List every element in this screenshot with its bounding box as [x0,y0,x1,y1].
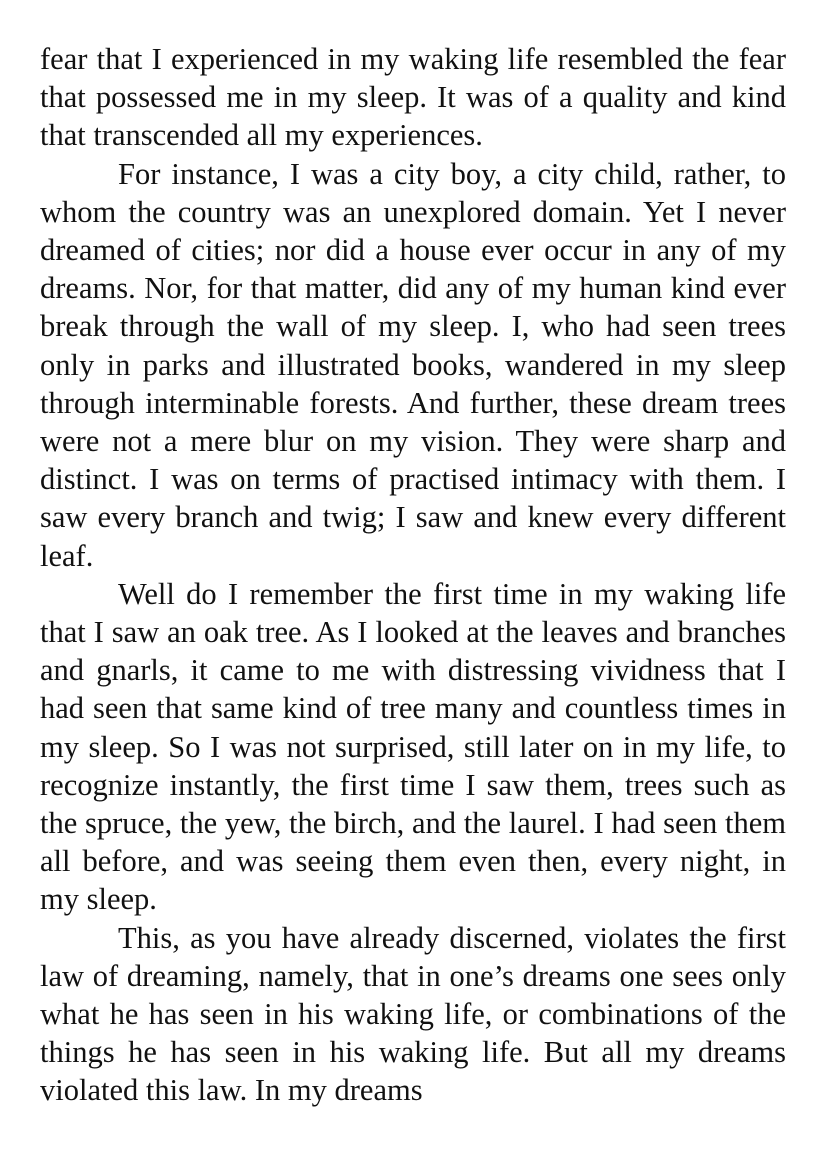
paragraph-2: For instance, I was a city boy, a city child, rather, to whom the country was an unexplored domain. Yet I never dreamed of cities; nor did a house ever occur in any of my dreams. Nor, for that matter, did any of my human kind ever break through the wall of my sleep. I, who had seen trees only in parks and illustrated books, wandered in my sleep through interminable forests. And further, these dream trees were not a mere blur on my vision. They were sharp and distinct. I was on terms of practised intimacy with them. I saw every branch and twig; I saw and knew every different leaf. [40,156,786,573]
document-page [40,40,786,1110]
paragraph-4: This, as you have already discerned, violates the first law of dreaming, namely, that in one’s dreams one sees only what he has seen in his waking life, or combinations of the things he has seen in his waking life. But all my dreams violated this law. In my dreams [40,920,786,1108]
paragraph-1: fear that I experienced in my waking life resembled the fear that possessed me in my sleep. It was of a quality and kind that transcended all my experiences. [40,42,786,153]
paragraph-3: Well do I remember the first time in my waking life that I saw an oak tree. As I looked at the leaves and branches and gnarls, it came to me with distressing vividness that I had seen that same kind of tree many and countless times in my sleep. So I was not surprised, still later on in my life, to recognize instantly, the first time I saw them, trees such as the spruce, the yew, the birch, and the laurel. I had seen them all before, and was seeing them even then, every night, in my sleep. [40,576,786,917]
